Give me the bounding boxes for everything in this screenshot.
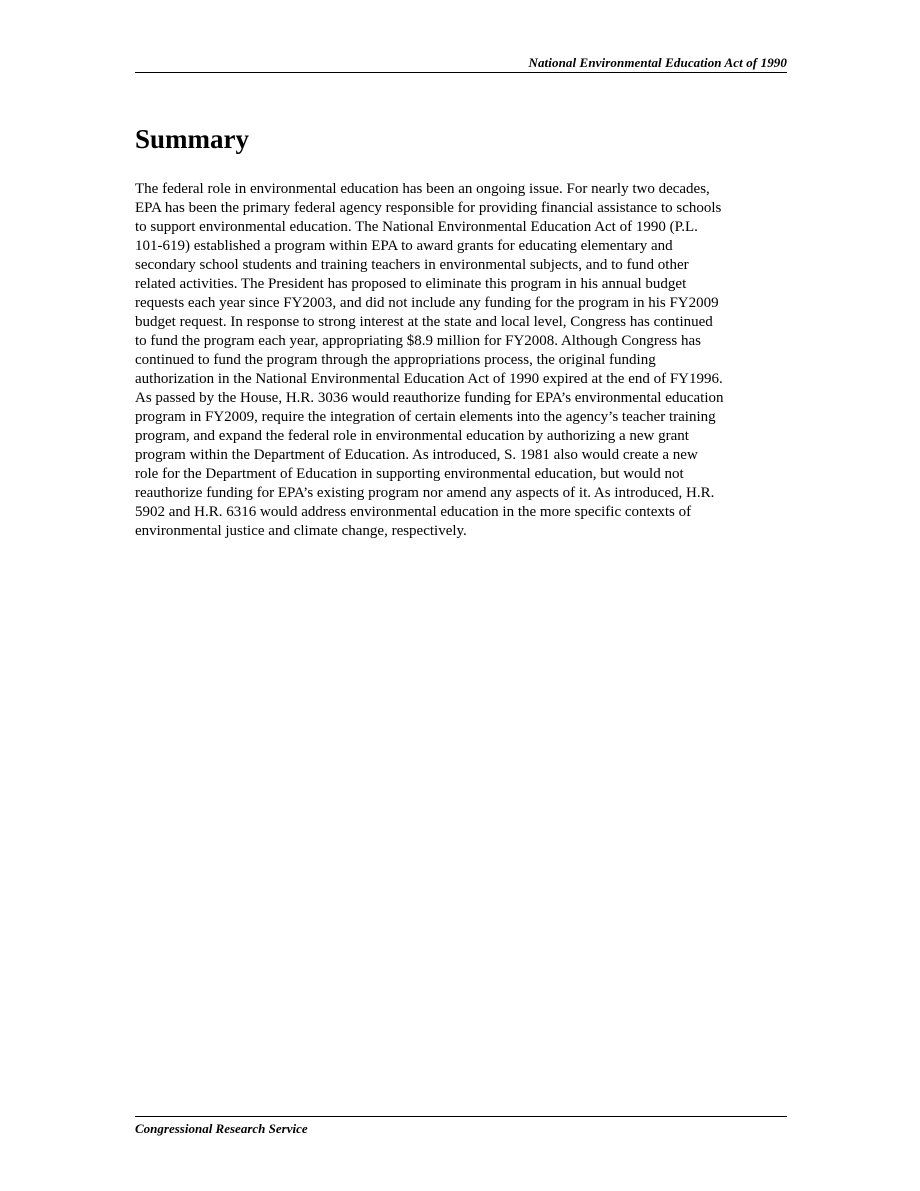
running-footer-publisher: Congressional Research Service bbox=[135, 1121, 308, 1136]
summary-line: The federal role in environmental education has been an ongoing issue. For nearly two decades, bbox=[135, 181, 710, 197]
summary-line: program within the Department of Education. As introduced, S. 1981 also would create a new bbox=[135, 447, 698, 463]
summary-line: As passed by the House, H.R. 3036 would reauthorize funding for EPA’s environmental education bbox=[135, 390, 724, 406]
summary-line: 101-619) established a program within EPA to award grants for educating elementary and bbox=[135, 238, 673, 254]
summary-line: authorization in the National Environmental Education Act of 1990 expired at the end of FY1996. bbox=[135, 371, 723, 387]
running-header-title: National Environmental Education Act of 1990 bbox=[528, 55, 787, 70]
section-title: Summary bbox=[135, 124, 249, 154]
summary-paragraph bbox=[135, 180, 787, 541]
summary-line: secondary school students and training teachers in environmental subjects, and to fund other bbox=[135, 257, 689, 273]
summary-line: program in FY2009, require the integration of certain elements into the agency’s teacher training bbox=[135, 409, 716, 425]
summary-line: related activities. The President has proposed to eliminate this program in his annual budget bbox=[135, 276, 687, 292]
summary-line: continued to fund the program through the appropriations process, the original funding bbox=[135, 352, 656, 368]
summary-line: EPA has been the primary federal agency responsible for providing financial assistance to schools bbox=[135, 200, 722, 216]
summary-line: budget request. In response to strong interest at the state and local level, Congress has continued bbox=[135, 314, 713, 330]
summary-line: to support environmental education. The National Environmental Education Act of 1990 (P.L. bbox=[135, 219, 698, 235]
summary-line: 5902 and H.R. 6316 would address environmental education in the more specific contexts of bbox=[135, 504, 692, 520]
summary-line: program, and expand the federal role in environmental education by authorizing a new grant bbox=[135, 428, 689, 444]
footer-rule bbox=[135, 1116, 787, 1117]
header-rule bbox=[135, 72, 787, 73]
summary-line: to fund the program each year, appropriating $8.9 million for FY2008. Although Congress has bbox=[135, 333, 701, 349]
summary-line: requests each year since FY2003, and did not include any funding for the program in his FY2009 bbox=[135, 295, 719, 311]
summary-line: reauthorize funding for EPA’s existing program nor amend any aspects of it. As introduced, H.R. bbox=[135, 485, 715, 501]
summary-line: role for the Department of Education in supporting environmental education, but would not bbox=[135, 466, 684, 482]
summary-line: environmental justice and climate change, respectively. bbox=[135, 523, 467, 539]
